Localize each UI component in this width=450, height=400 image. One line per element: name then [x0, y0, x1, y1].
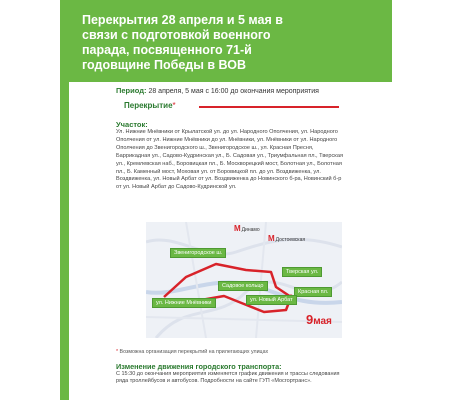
period-line — [116, 86, 319, 95]
victory-day-logo — [306, 312, 332, 327]
map-label-krasnaya: Красная пл. — [294, 287, 332, 297]
traffic-heading: Изменение движения городского транспорта: — [116, 362, 282, 371]
map-label-mnevniki: ул. Нижние Мнёвники — [152, 298, 216, 308]
map-label-zvenigorodskoe: Звенигородское ш. — [170, 248, 226, 258]
footnote-text: Возможна организация перекрытий на прилегающих улицах — [119, 349, 269, 355]
metro-dinamo-label: Динамо — [241, 227, 260, 233]
closure-legend — [124, 101, 176, 110]
leaflet-title: Перекрытия 28 апреля и 5 мая в связи с подготовкой военного парада, посвященного 71-й годовщине Победы в ВОВ — [82, 13, 283, 72]
map-label-tverskaya: Тверская ул. — [282, 267, 322, 277]
section-text: Ул. Нижние Мнёвники от Крылатской ул. до ул. Народного Ополчения, ул. Народного Ополчения от ул. Нижние Мнёвники до ул. Мнёвники, ул. Мнёвники от ул. Народного Ополчения до Звенигородского ш., Звенигородское ш., ул. Красная Пресня, Баррикадная ул., Садово-Кудринская ул., Б. Садовая ул., Триумфальная пл., Тверская ул., Кремлевская наб., Боровицкая пл., Б. Москворецкий мост, Болотная ул., Болотная пл., Б. Каменный мост, Моховая ул. от Боровицкой пл. до ул. Воздвиженка, ул. Воздвиженка, ул. Новый Арбат от ул. Воздвиженка до Новинского б-ра, Новинский б-р от ул. Новый Арбат до Садово-Кудринской ул. — [116, 129, 343, 191]
section-heading: Участок: — [116, 120, 148, 129]
metro-dinamo — [234, 224, 260, 233]
closure-star: * — [172, 101, 176, 110]
closure-label: Перекрытие — [124, 101, 173, 110]
period-value: 28 апреля, 5 мая с 16:00 до окончания мероприятия — [148, 88, 319, 95]
closure-legend-line — [199, 106, 339, 108]
metro-dostoevskaya — [268, 234, 305, 243]
footnote — [116, 349, 268, 355]
metro-icon: M — [268, 234, 275, 243]
logo-text: мая — [313, 316, 332, 327]
period-label: Период: — [116, 86, 147, 95]
metro-dostoevskaya-label: Достоевская — [275, 237, 306, 243]
footnote-star: * — [116, 349, 119, 355]
map-label-sadovoe: Садовое кольцо — [218, 281, 268, 291]
traffic-text: С 15:30 до окончания мероприятия изменяется график движения и трассы следования ряда троллейбусов и автобусов. Подробности на сайте ГУП «Мосгортранс». — [116, 371, 340, 384]
side-accent-bar — [60, 82, 69, 400]
logo-digit: 9 — [306, 312, 314, 327]
metro-icon: M — [234, 224, 241, 233]
map-label-novy-arbat: ул. Новый Арбат — [246, 295, 297, 305]
